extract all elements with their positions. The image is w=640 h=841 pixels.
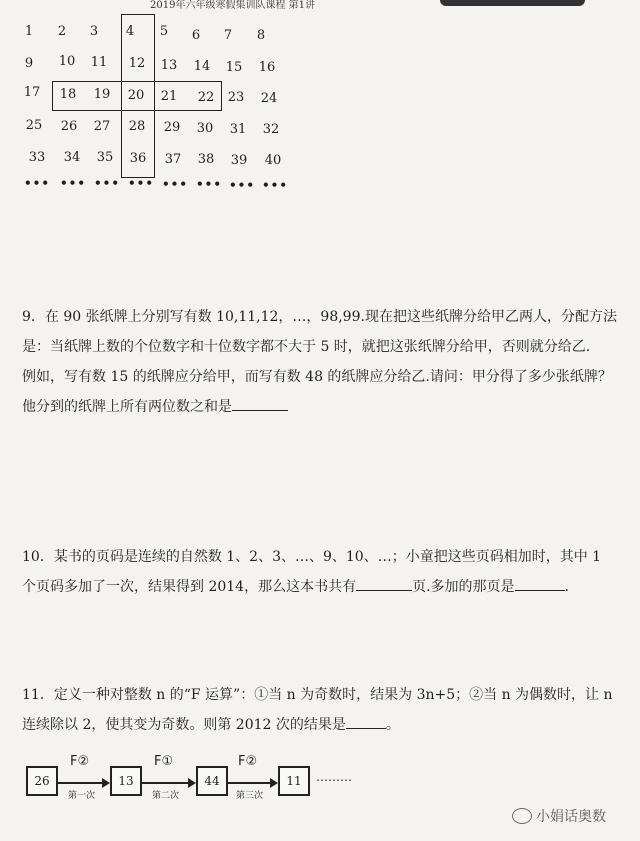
flow-box: 26	[26, 766, 58, 796]
grid-cell: 37	[164, 152, 182, 167]
grid-cell: 26	[60, 119, 78, 134]
answer-blank-pages[interactable]	[356, 590, 412, 591]
grid-cell: 30	[196, 121, 214, 136]
flow-step-label: 第一次	[68, 791, 96, 801]
grid-cell: 34	[63, 150, 81, 165]
flow-box: 11	[278, 766, 310, 796]
grid-cell: 25	[25, 118, 43, 133]
grid-cell: 24	[260, 91, 278, 106]
flow-operation: F②	[70, 754, 90, 769]
grid-ellipsis: •••	[196, 177, 223, 191]
problem-10-line	[22, 572, 622, 602]
grid-ellipsis: •••	[162, 177, 189, 191]
problem-9-question: 他分到的纸牌上所有两位数之和是	[22, 399, 232, 415]
flow-ellipsis: ………	[316, 770, 352, 784]
grid-cell: 1	[24, 24, 34, 39]
grid-cell: 12	[128, 56, 146, 71]
problem-10	[22, 542, 622, 602]
problem-10-text: .	[564, 579, 569, 595]
grid-ellipsis: •••	[94, 176, 121, 190]
flow-step-label: 第二次	[152, 791, 180, 801]
flow-arrow	[142, 782, 194, 784]
grid-cell: 23	[227, 90, 245, 105]
answer-blank[interactable]	[232, 410, 288, 411]
problem-9	[22, 302, 622, 422]
grid-cell: 29	[163, 120, 181, 135]
wechat-icon	[512, 808, 532, 824]
problem-10-text: 个页码多加了一次，结果得到 2014，那么这本书共有	[22, 579, 357, 595]
grid-cell: 27	[93, 119, 111, 134]
grid-cell: 32	[262, 122, 280, 137]
problem-10-line: 10．某书的页码是连续的自然数 1、2、3、…、9、10、…；小童把这些页码相加时，其中 1	[22, 549, 602, 565]
watermark-text: 小娟话奥数	[536, 809, 606, 825]
problem-11-line	[22, 710, 622, 740]
header-decoration	[440, 0, 585, 6]
grid-cell: 10	[58, 54, 76, 69]
grid-cell: 19	[93, 87, 111, 102]
grid-cell: 22	[197, 90, 215, 105]
answer-blank-page[interactable]	[515, 590, 565, 591]
grid-ellipsis: •••	[229, 178, 256, 192]
problem-11-text: 连续除以 2，使其变为奇数。则第 2012 次的结果是	[22, 717, 346, 733]
grid-cell: 4	[125, 24, 135, 39]
grid-cell: 40	[264, 153, 282, 168]
problem-11-text: 。	[385, 717, 400, 733]
number-grid	[0, 0, 320, 200]
grid-ellipsis: •••	[60, 176, 87, 190]
flow-arrow	[58, 782, 108, 784]
grid-cell: 17	[23, 85, 41, 100]
flow-step-label: 第三次	[236, 791, 264, 801]
grid-ellipsis: •••	[24, 176, 51, 190]
grid-cell: 7	[223, 28, 233, 43]
grid-cell: 38	[197, 152, 215, 167]
grid-cell: 6	[191, 28, 201, 43]
grid-cell: 28	[128, 119, 146, 134]
problem-10-text: 页.多加的那页是	[412, 579, 515, 595]
grid-cell: 31	[229, 122, 247, 137]
watermark	[512, 806, 606, 826]
grid-cell: 15	[225, 60, 243, 75]
flow-arrow	[228, 782, 276, 784]
flow-box: 13	[110, 766, 142, 796]
grid-cell: 13	[160, 58, 178, 73]
grid-cell: 35	[96, 150, 114, 165]
flow-box: 44	[196, 766, 228, 796]
grid-cell: 14	[193, 59, 211, 74]
page-header: 2019年六年级寒假集训队课程 第1讲	[150, 0, 315, 11]
grid-ellipsis: •••	[262, 178, 289, 192]
grid-cell: 33	[28, 150, 46, 165]
problem-11	[22, 680, 622, 740]
grid-cell: 5	[159, 24, 169, 39]
grid-cell: 8	[256, 28, 266, 43]
grid-cell: 3	[89, 24, 99, 39]
grid-cell: 11	[90, 55, 108, 70]
problem-11-line: 11．定义一种对整数 n 的“F 运算”：①当 n 为奇数时，结果为 3n+5；②当 n 为偶数时，让 n	[22, 687, 613, 703]
problem-9-line	[22, 392, 622, 422]
grid-ellipsis: •••	[128, 176, 155, 190]
grid-cell: 21	[160, 89, 178, 104]
grid-cell: 20	[127, 88, 145, 103]
grid-cell: 16	[258, 60, 276, 75]
flow-operation: F①	[154, 754, 174, 769]
f-operation-flow	[26, 754, 626, 801]
grid-cell: 2	[57, 24, 67, 39]
grid-cell: 9	[24, 56, 34, 71]
problem-9-line: 是：当纸牌上数的个位数字和十位数字都不大于 5 时，就把这张纸牌分给甲，否则就分给乙.	[22, 339, 591, 355]
grid-cell: 39	[230, 153, 248, 168]
problem-9-line: 9．在 90 张纸牌上分别写有数 10,11,12，…，98,99.现在把这些纸牌分给甲乙两人，分配方法	[22, 309, 617, 325]
grid-cell: 18	[59, 87, 77, 102]
flow-operation: F②	[238, 754, 258, 769]
answer-blank[interactable]	[346, 728, 386, 729]
grid-cell: 36	[129, 151, 147, 166]
problem-9-line: 例如，写有数 15 的纸牌应分给甲，而写有数 48 的纸牌应分给乙.请问：甲分得了多少张纸牌？	[22, 369, 612, 385]
